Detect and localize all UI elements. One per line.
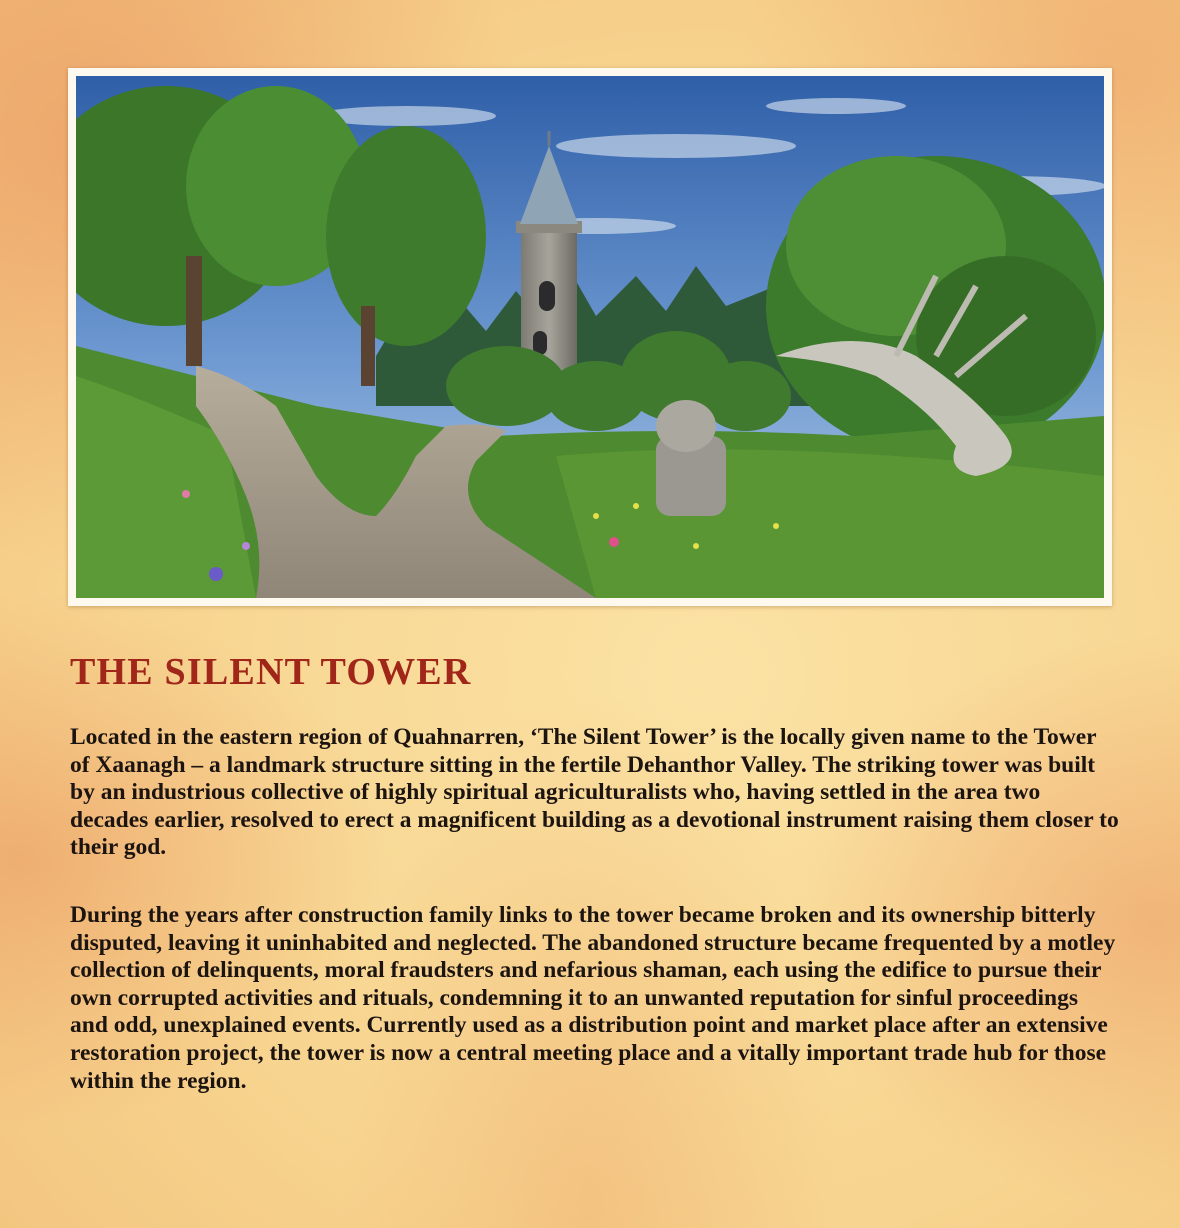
article-paragraph-2: During the years after construction family links to the tower became broken and its ownership bitterly disputed, leaving it uninhabited and neglected. The abandoned structure became frequented by a motley collection of delinquents, moral fraudsters and nefarious shaman, each using the edifice to pursue their own corrupted activities and rituals, condemning it to an unwanted reputation for sinful proceedings and odd, unexplained events. Currently used as a distribution point and market place after an extensive restoration project, the tower is now a central meeting place and a vitally important trade hub for those within the region. — [70, 902, 1116, 1094]
tower-landscape-illustration — [76, 76, 1104, 598]
article-title: THE SILENT TOWER — [70, 651, 472, 693]
illustration-frame — [68, 68, 1112, 606]
article-paragraph-1: Located in the eastern region of Quahnarren, ‘The Silent Tower’ is the locally given name to the Tower of Xaanagh – a landmark structure sitting in the fertile Dehanthor Valley. The striking tower was built by an industrious collective of highly spiritual agriculturalists who, having settled in the area two decades earlier, resolved to erect a magnificent building as a devotional instrument raising them closer to their god. — [70, 724, 1119, 861]
